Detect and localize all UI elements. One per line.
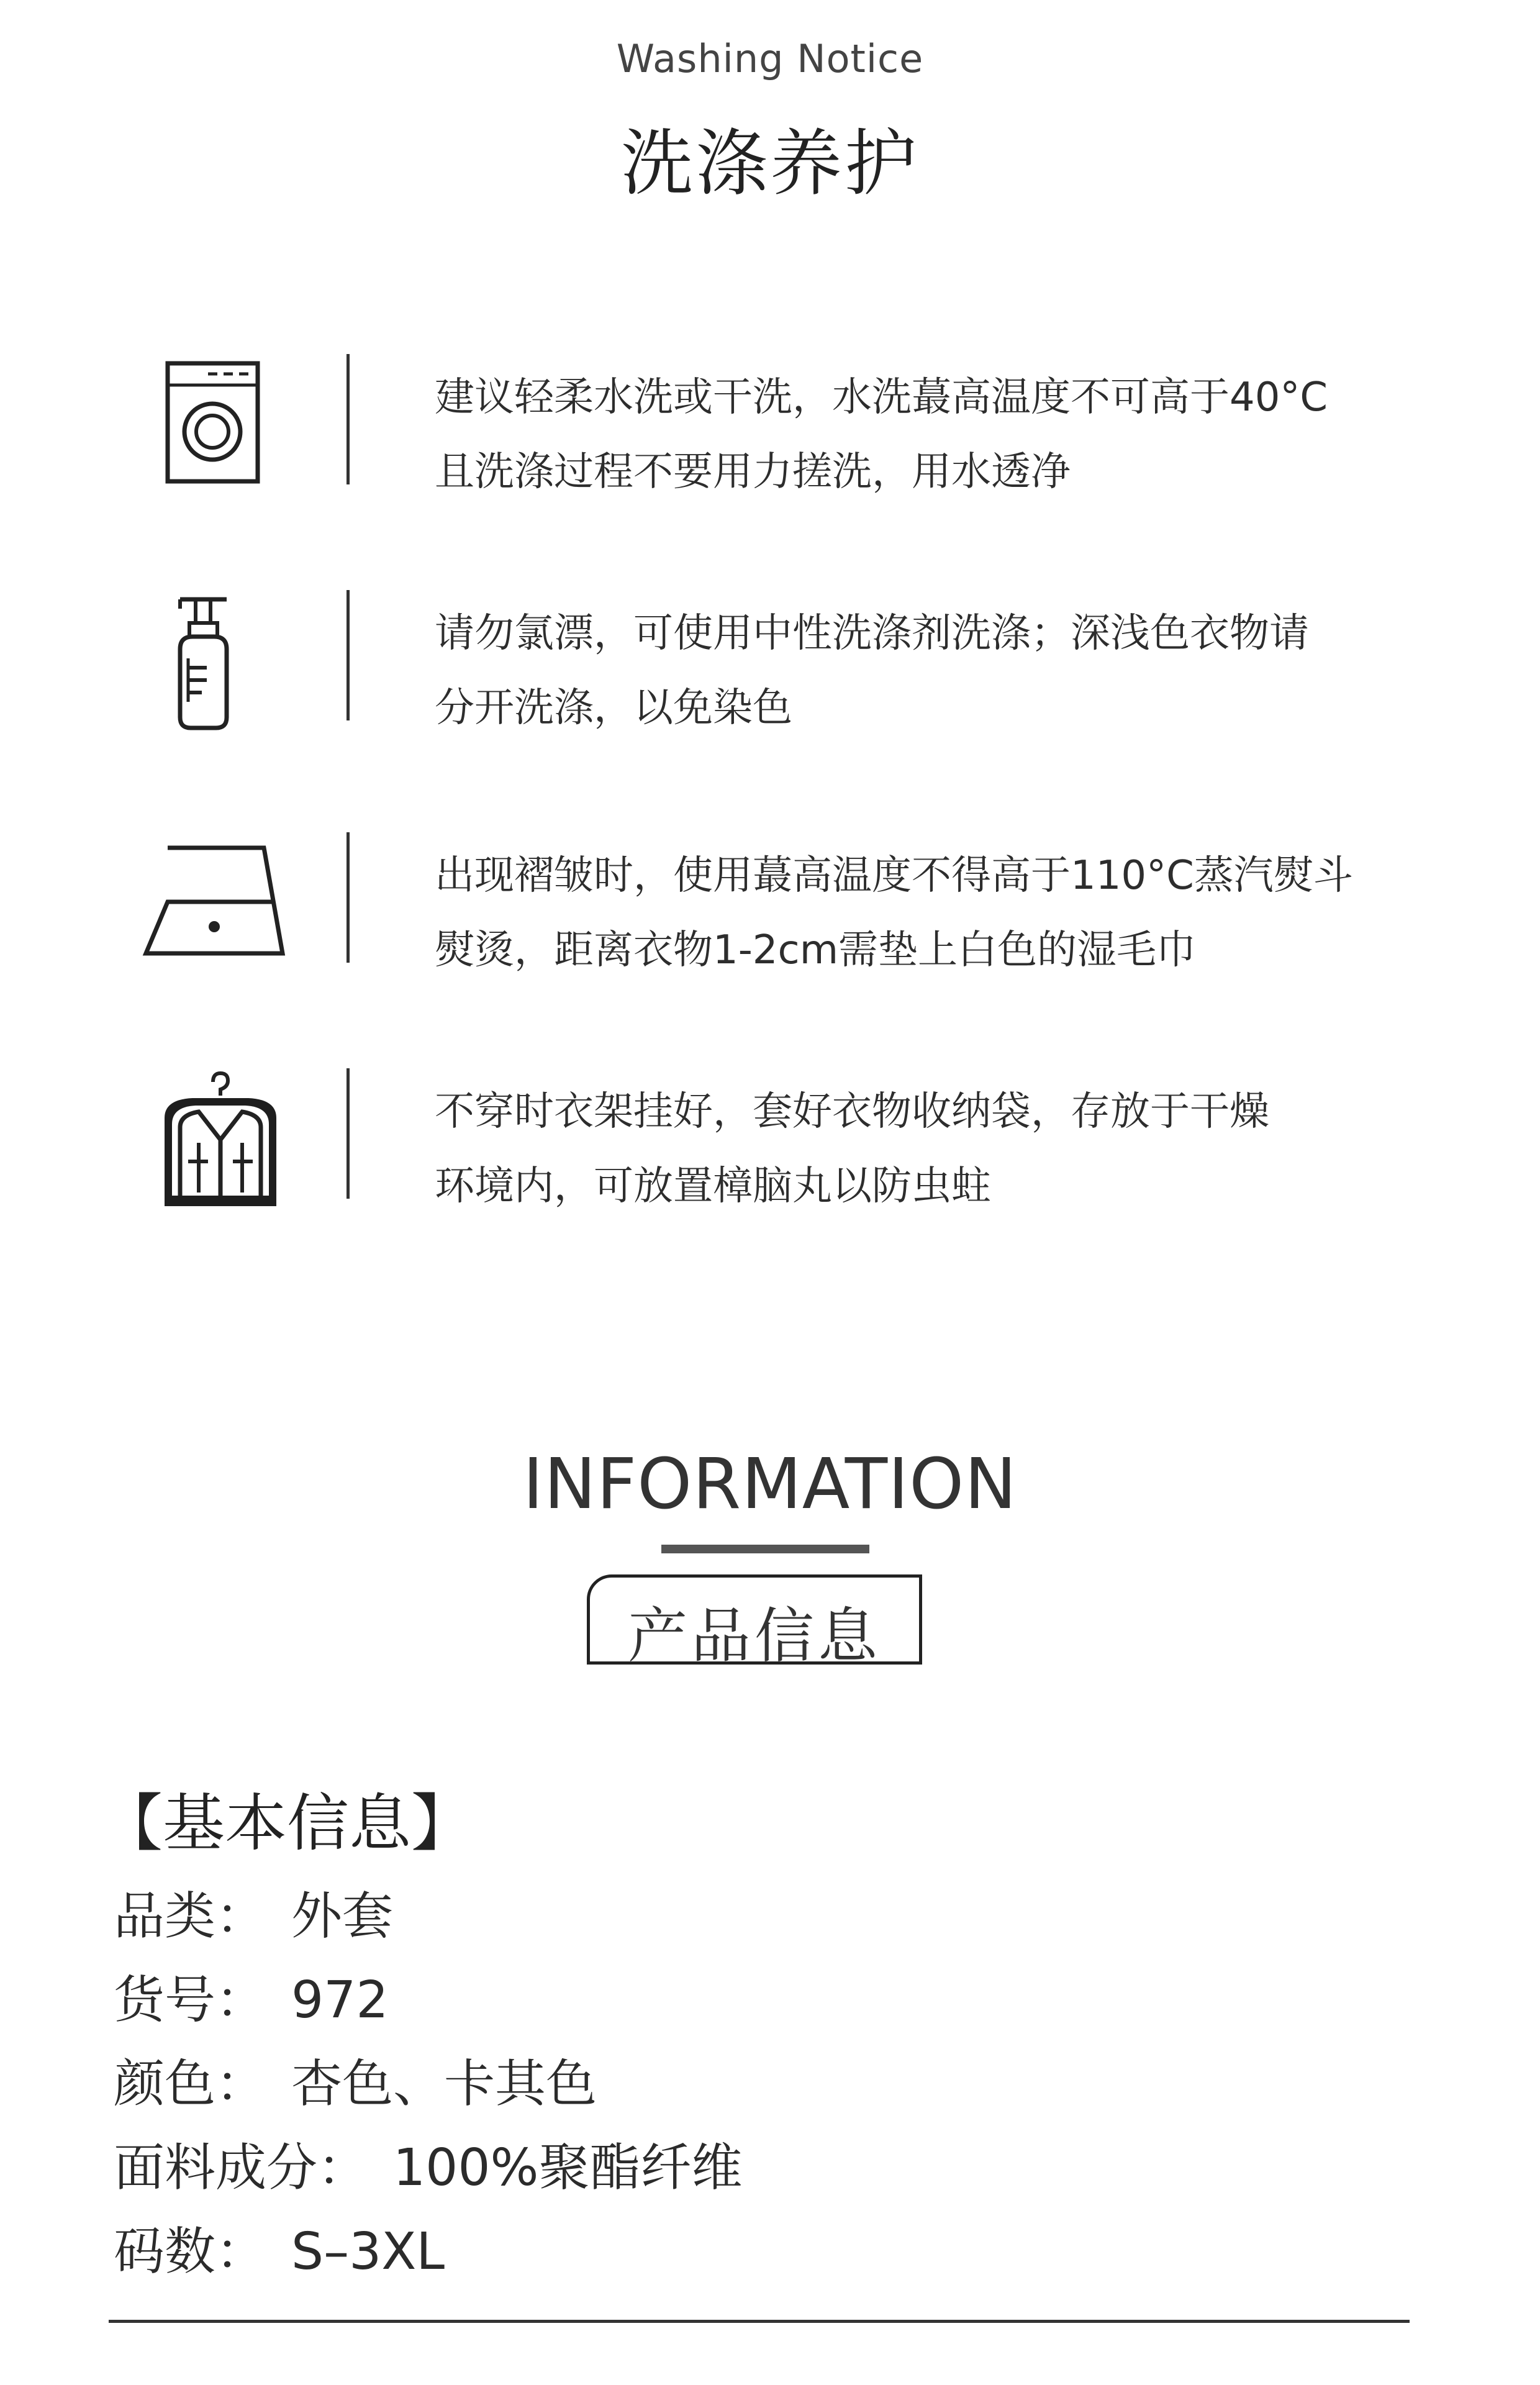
spec-value: S–3XL [291,2222,445,2281]
product-info-badge [587,1574,922,1671]
iron-icon [134,832,295,981]
spec-row-item-number [114,1960,742,2043]
care-text-line: 不穿时衣架挂好，套好衣物收纳袋，存放于干燥 [435,1089,1269,1135]
information-underline [661,1545,869,1553]
care-text-line: 请勿氯漂，可使用中性洗涤剂洗涤；深浅色衣物请 [435,611,1309,656]
care-divider [346,1068,350,1199]
spec-row-color [114,2043,742,2127]
spec-list [114,1876,742,2295]
care-item-bleach [0,590,1540,752]
care-text-line: 出现褶皱时，使用蕞高温度不得高于110°C蒸汽熨斗 [435,853,1353,899]
spec-row-fabric [114,2127,742,2211]
care-item-storage [0,1068,1540,1230]
spec-label: 品类： [114,1887,267,1946]
detergent-bottle-icon [134,590,295,739]
care-text-line: 建议轻柔水洗或干洗，水洗蕞高温度不可高于40°C [435,375,1328,420]
washing-machine-icon [134,354,295,503]
spec-label: 码数： [114,2222,267,2281]
product-info-badge-label: 产品信息 [628,1601,881,1671]
garment-bag-icon [134,1068,295,1217]
care-text [435,1074,1428,1224]
washing-care-title: 洗涤养护 [621,122,919,206]
basic-info-title: 【基本信息】 [101,1787,473,1860]
care-divider [346,354,350,484]
care-divider [346,590,350,720]
care-text [435,596,1428,745]
care-text-line: 分开洗涤，以免染色 [435,685,792,731]
care-text-line: 环境内，可放置樟脑丸以防虫蛀 [435,1163,991,1209]
spec-value: 972 [291,1971,389,2030]
spec-row-size [114,2211,742,2295]
washing-notice-subtitle: Washing Notice [616,36,924,81]
spec-row-category [114,1876,742,1960]
spec-label: 面料成分： [114,2138,369,2197]
information-title: INFORMATION [522,1444,1018,1525]
bottom-divider [109,2320,1410,2323]
care-text [435,838,1428,988]
care-divider [346,832,350,963]
spec-value: 100%聚酯纤维 [393,2138,743,2197]
spec-value: 外套 [291,1887,394,1946]
care-text-line: 且洗涤过程不要用力搓洗，用水透净 [435,449,1071,495]
care-text [435,360,1428,509]
spec-value: 杏色、卡其色 [291,2055,597,2114]
care-item-iron [0,832,1540,994]
care-item-wash [0,354,1540,516]
spec-label: 颜色： [114,2055,267,2114]
spec-label: 货号： [114,1971,267,2030]
care-text-line: 熨烫，距离衣物1-2cm需垫上白色的湿毛巾 [435,927,1197,973]
